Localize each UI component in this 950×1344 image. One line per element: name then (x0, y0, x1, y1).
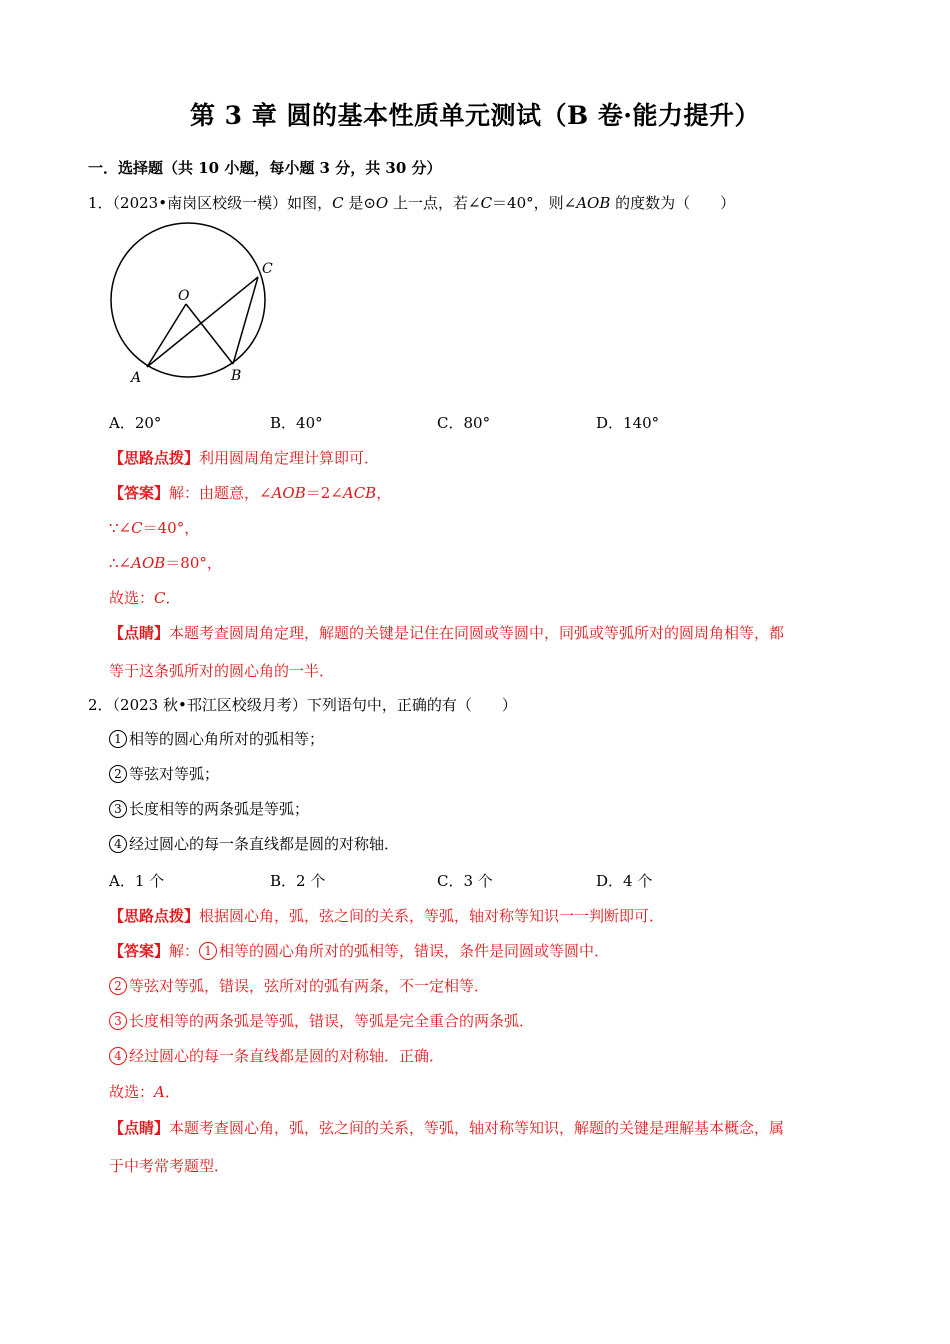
section-heading: 一．选择题（共 10 小题，每小题 3 分，共 30 分） (88, 159, 442, 177)
q2-hint: 【思路点拨】根据圆心角，弧，弦之间的关系，等弧，轴对称等知识一一判断即可． (109, 907, 665, 925)
label-c: C (262, 261, 273, 277)
q2-answer-3: 3 长度相等的两条弧是等弧，错误，等弧是完全重合的两条弧． (109, 1010, 534, 1031)
circle-figure (100, 220, 290, 390)
q1-answer: 【答案】解：由题意，∠AOB＝2∠ACB， (109, 484, 392, 502)
q2-option-c: C．3 个 (437, 872, 493, 890)
q2-answer-1: 【答案】解： 1 相等的圆心角所对的弧相等，错误，条件是同圆或等圆中． (109, 942, 610, 960)
statement-3: 3 长度相等的两条弧是等弧； (109, 798, 309, 819)
q2-answer-2: 2 等弦对等弧，错误，弦所对的弧有两条，不一定相等． (109, 975, 489, 996)
q1-answer-step-3: ∴∠AOB＝80°， (109, 554, 222, 572)
statement-2: 2 等弦对等弧； (109, 763, 219, 784)
q1-comment: 【点睛】本题考查圆周角定理，解题的关键是记住在同圆或等圆中，同弧或等弧所对的圆周角相等，都 (109, 624, 785, 642)
label-a: A (131, 370, 142, 386)
q1-option-c: C．80° (437, 414, 491, 432)
q1-answer-step-2: ∵∠C＝40°， (109, 519, 200, 537)
page-title: 第 3 章 圆的基本性质单元测试（B 卷·能力提升） (189, 101, 761, 130)
chord-ac (147, 277, 258, 367)
question-number: 2． (88, 696, 113, 714)
q2-comment: 【点睛】本题考查圆心角，弧，弦之间的关系，等弧，轴对称等知识，解题的关键是理解基本概念，属 (109, 1119, 785, 1137)
label-b: B (231, 368, 242, 384)
q2-option-d: D．4 个 (596, 872, 653, 890)
statement-1: 1 相等的圆心角所对的弧相等； (109, 728, 324, 749)
question-number: 1． (88, 194, 113, 212)
question-2-stem: 2．（2023 秋•邗江区校级月考）下列语句中，正确的有（ ） (88, 696, 517, 714)
q2-comment-cont: 于中考常考题型． (109, 1157, 230, 1175)
q1-answer-choice: 故选：C． (109, 589, 181, 607)
statement-4: 4 经过圆心的每一条直线都是圆的对称轴． (109, 833, 399, 854)
q1-option-a: A．20° (109, 414, 162, 432)
radius-ob (186, 304, 233, 364)
radius-oa (147, 304, 186, 367)
q1-hint: 【思路点拨】利用圆周角定理计算即可． (109, 449, 380, 467)
q1-comment-cont: 等于这条弧所对的圆心角的一半． (109, 662, 335, 680)
label-o: O (178, 288, 190, 304)
q2-answer-choice: 故选：A． (109, 1083, 180, 1101)
q1-option-d: D．140° (596, 414, 660, 432)
q2-option-a: A．1 个 (109, 872, 165, 890)
q2-option-b: B．2 个 (270, 872, 326, 890)
q1-option-b: B．40° (270, 414, 323, 432)
question-1-stem: 1．（2023•南岗区校级一模）如图，C 是⊙O 上一点，若∠C＝40°，则∠AOB 的度数为（ ） (88, 194, 736, 212)
q2-answer-4: 4 经过圆心的每一条直线都是圆的对称轴．正确． (109, 1045, 444, 1066)
